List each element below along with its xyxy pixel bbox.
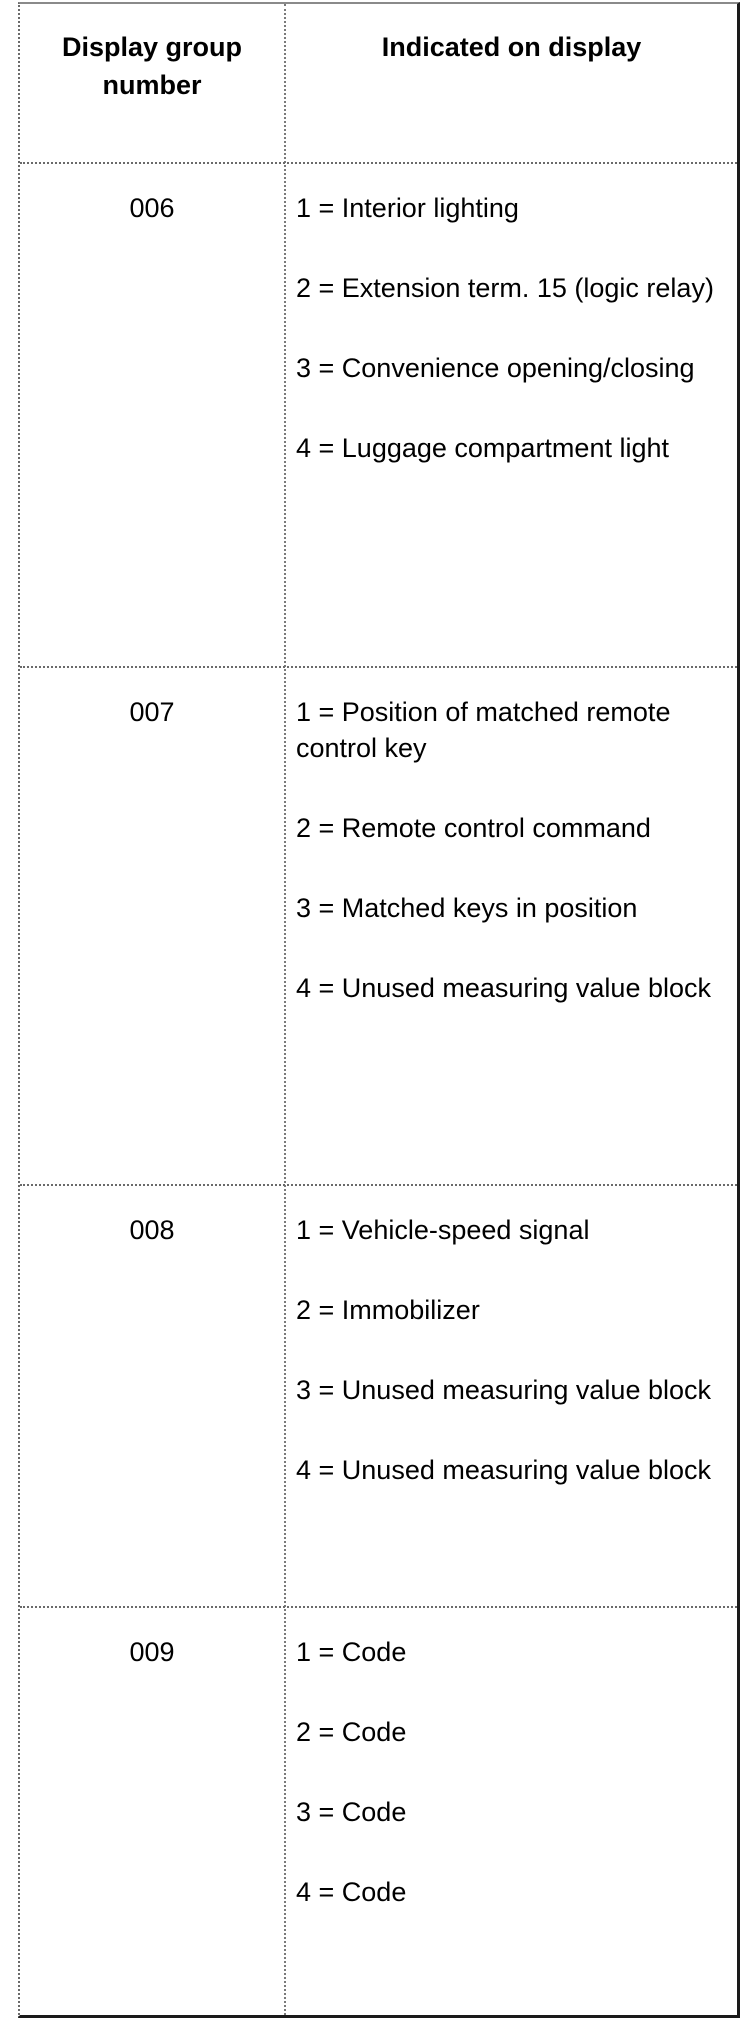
indicated-item: 1 = Position of matched remote control key	[296, 697, 671, 763]
indicated-item: 3 = Unused measuring value block	[296, 1375, 711, 1405]
display-group-number: 007	[129, 697, 175, 727]
indicated-items	[296, 1186, 723, 1488]
indicated-item: 2 = Remote control command	[296, 813, 651, 843]
display-group-number: 006	[129, 193, 175, 223]
table-row	[20, 1184, 737, 1606]
indicated-item: 1 = Vehicle-speed signal	[296, 1215, 590, 1245]
indicated-item: 2 = Extension term. 15 (logic relay)	[296, 273, 714, 303]
indicated-item: 4 = Luggage compartment light	[296, 433, 669, 463]
header-indicated-on-display: Indicated on display	[381, 32, 642, 62]
indicated-items	[296, 1608, 723, 1910]
display-group-table	[18, 2, 740, 2018]
table-header-row	[20, 4, 737, 162]
indicated-item: 4 = Unused measuring value block	[296, 1455, 711, 1485]
indicated-item: 3 = Convenience opening/closing	[296, 353, 695, 383]
indicated-items	[296, 164, 723, 466]
table-row	[20, 162, 737, 666]
table-row	[20, 1606, 737, 2017]
display-group-number: 009	[129, 1637, 175, 1667]
display-group-number: 008	[129, 1215, 175, 1245]
table-row	[20, 666, 737, 1184]
indicated-item: 2 = Code	[296, 1717, 407, 1747]
header-display-group-number: Display group number	[61, 32, 243, 100]
indicated-item: 3 = Code	[296, 1797, 407, 1827]
indicated-item: 4 = Unused measuring value block	[296, 973, 711, 1003]
indicated-item: 4 = Code	[296, 1877, 407, 1907]
indicated-item: 3 = Matched keys in position	[296, 893, 638, 923]
indicated-item: 1 = Interior lighting	[296, 193, 519, 223]
indicated-item: 2 = Immobilizer	[296, 1295, 480, 1325]
indicated-items	[296, 668, 723, 1006]
indicated-item: 1 = Code	[296, 1637, 407, 1667]
